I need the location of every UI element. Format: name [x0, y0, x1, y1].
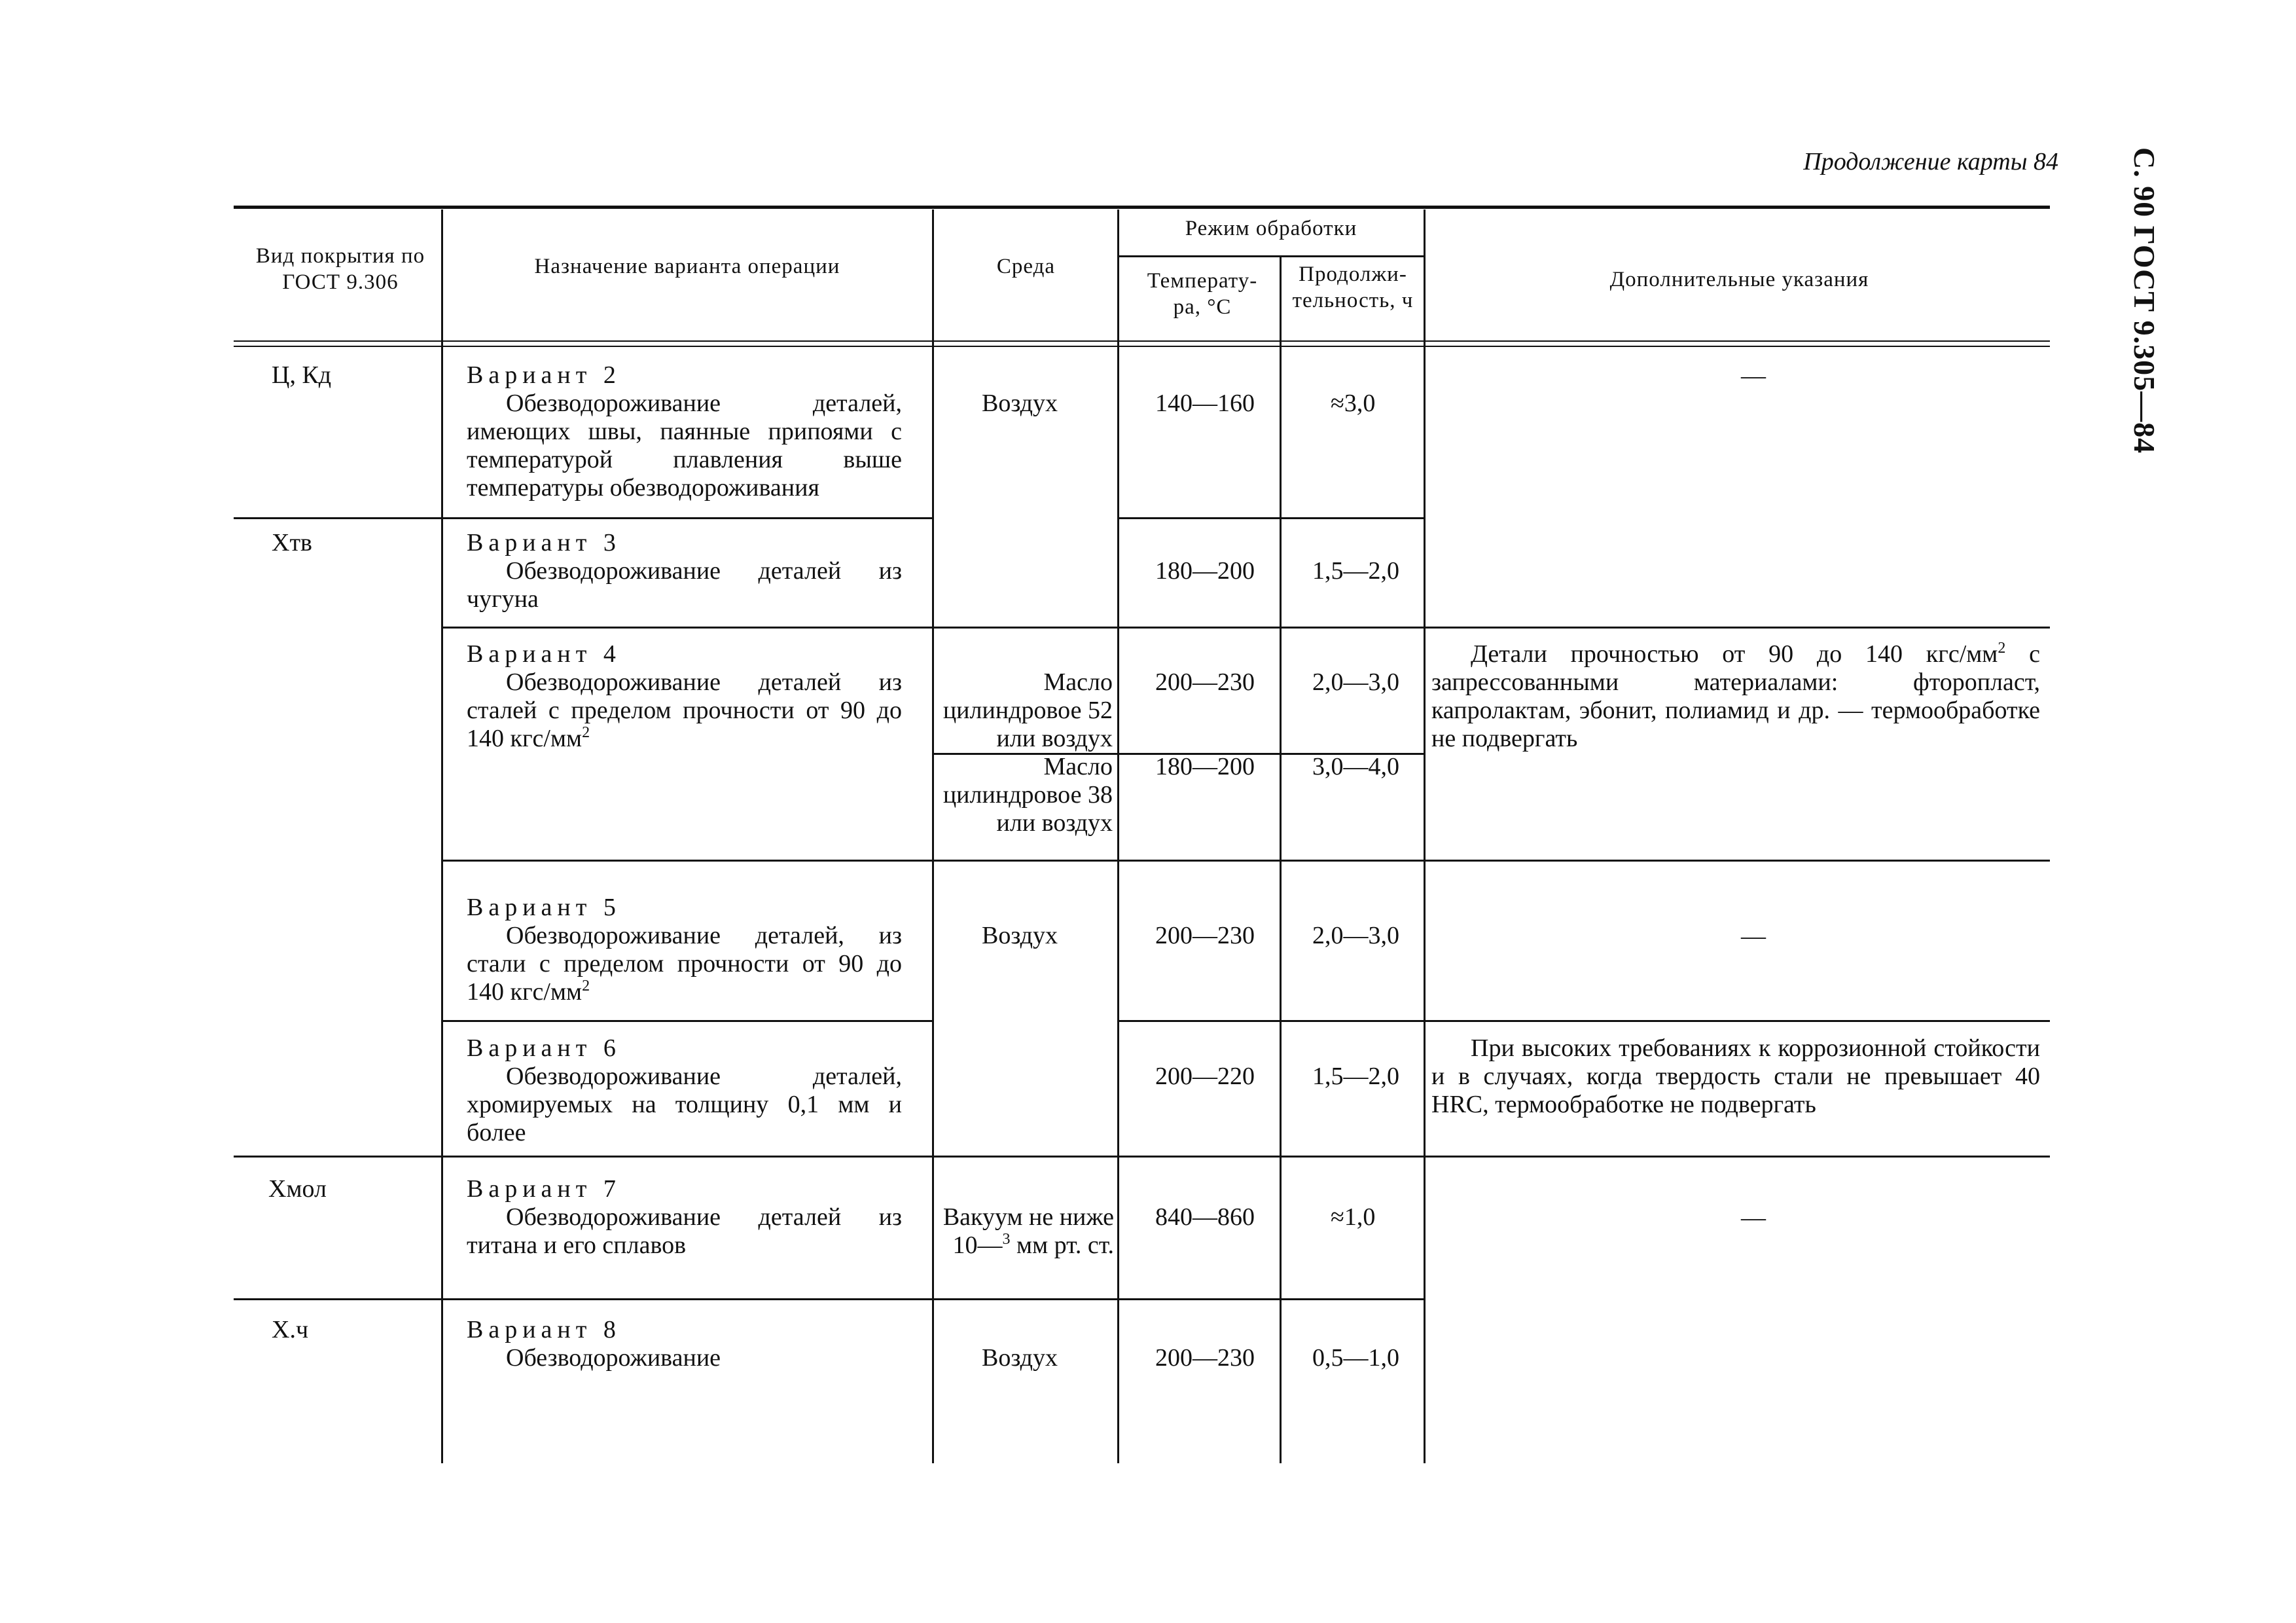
row-line [441, 860, 2050, 862]
row-line [1117, 1020, 2050, 1022]
superscript: 3 [1002, 1231, 1011, 1248]
duration-cell: 2,0—3,0 [1312, 668, 1399, 696]
duration-cell: 1,5—2,0 [1312, 557, 1399, 585]
row-line [234, 1156, 2050, 1158]
row-line [1119, 517, 1425, 519]
variant-description: Обезводороживание деталей, имеющих швы, паянные припоями с температурой плавления выше температуры обезводороживания [467, 390, 902, 501]
temperature-cell: 140—160 [1155, 390, 1255, 417]
duration-cell: 0,5—1,0 [1312, 1344, 1399, 1372]
duration-cell: ≈3,0 [1331, 390, 1376, 417]
duration-cell: 3,0—4,0 [1312, 753, 1399, 780]
note-part: с запрессованными материалами: фторопласт, капролактам, эбонит, полиамид и др. — термообработке не подвергать [1431, 640, 2040, 752]
row-line [234, 517, 932, 519]
col-line-1 [441, 210, 443, 1463]
medium-cell [942, 753, 1113, 837]
temperature-cell: 840—860 [1155, 1203, 1255, 1231]
variant-title: Вариант 2 [467, 361, 621, 389]
duration-cell: ≈1,0 [1331, 1203, 1376, 1231]
temperature-cell: 200—230 [1155, 922, 1255, 949]
header-purpose: Назначение варианта операции [534, 255, 840, 278]
variant-title: Вариант 5 [467, 894, 621, 921]
medium-text: Масло цилиндровое 38 или воздух [942, 753, 1113, 837]
note-dash: — [1741, 362, 1766, 390]
note-dash: — [1741, 1204, 1766, 1231]
variant-title: Вариант 8 [467, 1316, 621, 1343]
duration-cell: 1,5—2,0 [1312, 1063, 1399, 1090]
header-mode-line [1117, 255, 1425, 257]
temperature-cell: 180—200 [1155, 557, 1255, 585]
variant-title: Вариант 3 [467, 529, 621, 556]
row-line [441, 627, 2050, 629]
header-medium: Среда [996, 255, 1056, 278]
medium-text: Вакуум не ниже 10— [942, 1203, 1114, 1259]
header-temperature: Температу-ра, °С [1147, 269, 1258, 319]
duration-cell: 2,0—3,0 [1312, 922, 1399, 949]
note-part: Детали прочностью от 90 до 140 кгс/мм [1471, 640, 1998, 668]
note-text [1431, 640, 2040, 753]
coating-cell: Хтв [272, 529, 312, 556]
variant-description [467, 668, 902, 753]
medium-cell: Воздух [982, 1344, 1058, 1372]
description-text: Обезводороживание деталей из сталей с пределом прочности от 90 до 140 кгс/мм [467, 668, 902, 752]
medium-text: мм рт. ст. [1010, 1231, 1114, 1259]
header-coating: Вид покрытия по ГОСТ 9.306 [255, 244, 425, 294]
description-text: Обезводороживание деталей, из стали с пределом прочности от 90 до 140 кгс/мм [467, 922, 902, 1006]
superscript: 2 [1998, 640, 2006, 657]
header-duration: Продолжи-тельность, ч [1292, 263, 1414, 312]
superscript: 2 [582, 977, 590, 994]
col-line-2 [932, 210, 934, 1463]
row-line [234, 1298, 1425, 1300]
variant-title: Вариант 6 [467, 1034, 621, 1062]
temperature-cell: 200—230 [1155, 1344, 1255, 1372]
medium-text: Масло цилиндровое 52 или воздух [942, 668, 1113, 752]
variant-title: Вариант 7 [467, 1175, 621, 1203]
header-rule-2 [234, 346, 2050, 347]
header-rule-1 [234, 340, 2050, 342]
top-rule [234, 206, 2050, 209]
col-line-3 [1117, 210, 1119, 1463]
medium-cell [942, 1203, 1114, 1260]
coating-cell: Ц, Кд [272, 361, 332, 389]
coating-cell: Х.ч [272, 1316, 309, 1343]
temperature-cell: 180—200 [1155, 753, 1255, 780]
medium-cell: Воздух [982, 390, 1058, 417]
variant-title: Вариант 4 [467, 640, 621, 668]
variant-description: Обезводороживание деталей, хромируемых на толщину 0,1 мм и более [467, 1063, 902, 1146]
superscript: 2 [582, 724, 590, 741]
col-line-5 [1424, 210, 1426, 1463]
header-notes: Дополнительные указания [1609, 268, 1869, 291]
variant-description: Обезводороживание деталей из чугуна [467, 557, 902, 613]
note-dash: — [1741, 922, 1766, 950]
header-mode: Режим обработки [1185, 217, 1357, 240]
variant-description: Обезводороживание деталей из титана и его сплавов [467, 1203, 902, 1259]
note-text: При высоких требованиях к коррозионной стойкости и в случаях, когда твердость стали не превышает 40 HRC, термообработке не подвергать [1431, 1034, 2040, 1118]
coating-cell: Хмол [268, 1175, 327, 1203]
variant-description [467, 922, 902, 1006]
temperature-cell: 200—220 [1155, 1063, 1255, 1090]
document-code: С. 90 ГОСТ 9.305—84 [2128, 147, 2161, 454]
continuation-label: Продолжение карты 84 [1803, 148, 2058, 175]
temperature-cell: 200—230 [1155, 668, 1255, 696]
medium-cell [942, 668, 1113, 753]
row-line [441, 1020, 934, 1022]
variant-description: Обезводороживание [506, 1344, 721, 1372]
medium-cell: Воздух [982, 922, 1058, 949]
